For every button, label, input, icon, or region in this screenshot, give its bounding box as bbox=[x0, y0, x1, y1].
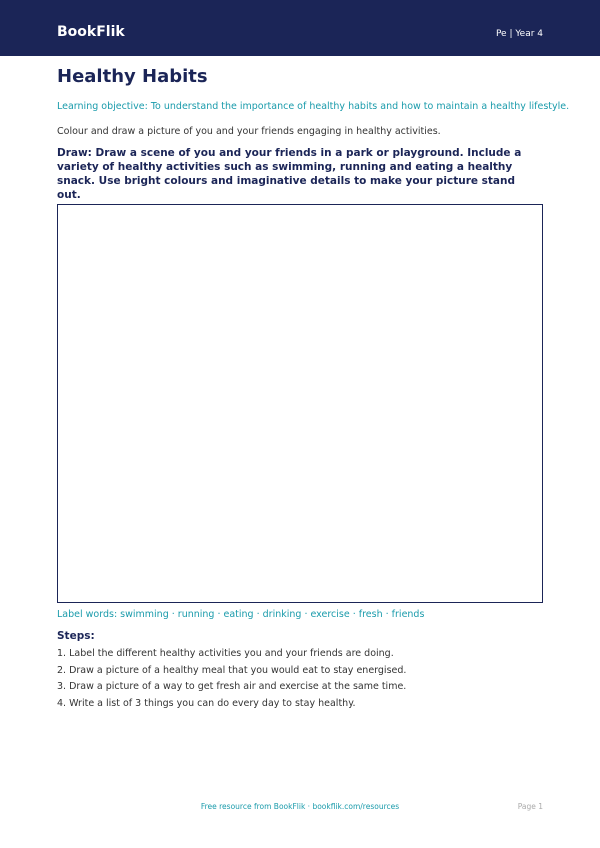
intro-text: Colour and draw a picture of you and your friends engaging in healthy activities. bbox=[57, 126, 441, 137]
footer-resource-link[interactable]: Free resource from BookFlik · bookflik.com/resources bbox=[200, 802, 400, 811]
label-words: Label words: swimming · running · eating · drinking · exercise · fresh · friends bbox=[57, 609, 425, 620]
brand-logo-text[interactable]: BookFlik bbox=[57, 24, 125, 40]
draw-instruction: Draw: Draw a scene of you and your friends in a park or playground. Include a variety of healthy activities such as swimming, running and eating a healthy snack. Use bright colours and imaginative details to make your picture stand out. bbox=[57, 147, 522, 201]
page-title: Healthy Habits bbox=[57, 66, 208, 87]
subject-year-label: Pe | Year 4 bbox=[495, 29, 543, 39]
steps-heading: Steps: bbox=[57, 630, 95, 642]
learning-objective: Learning objective: To understand the importance of healthy habits and how to maintain a healthy lifestyle. bbox=[57, 101, 570, 112]
step-item: 1. Label the different healthy activities you and your friends are doing. bbox=[57, 648, 394, 659]
page-number: Page 1 bbox=[517, 802, 543, 811]
steps-list bbox=[57, 647, 406, 713]
step-item: 2. Draw a picture of a healthy meal that you would eat to stay energised. bbox=[57, 664, 407, 676]
step-item: 3. Draw a picture of a way to get fresh air and exercise at the same time. bbox=[57, 681, 407, 692]
header-bar bbox=[0, 0, 600, 56]
drawing-area[interactable] bbox=[57, 204, 543, 603]
step-item: 4. Write a list of 3 things you can do every day to stay healthy. bbox=[57, 697, 356, 709]
